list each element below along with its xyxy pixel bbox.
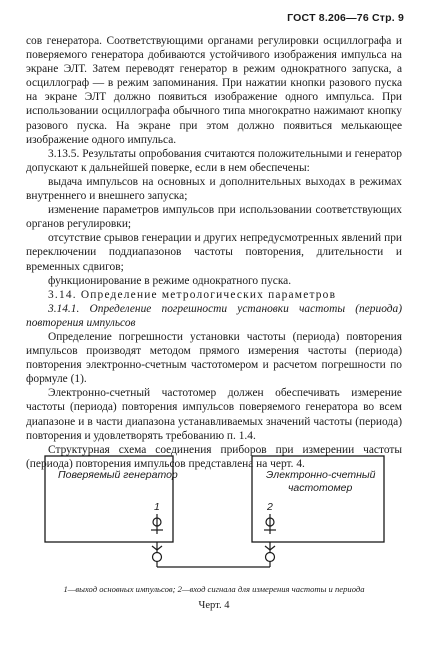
paragraph: сов генератора. Соответствующими органами регулировки осциллографа и поверяемого генератора добиваются устойчивого изображения импульса на экране ЭЛТ. Затем переводят генератор в режим однократного запуска, а осциллограф — в режим запоминания. При нажатии кнопки разового пуска на экране ЭЛТ должно появиться изображение одного импульса. При использовании осциллографа обычного типа многократно нажимают кнопку разового пуска. На экране при этом должно появиться мелькающее изображение одного импульса. [26, 35, 402, 146]
paragraph: Электронно-счетный частотомер должен обеспечивать измерение частоты (периода) повторения импульсов поверяемого генератора во всем диапазоне и в части диапазона устанавливаемых значений частоты (периода) повторения и удовлетворять требованию п. 1.4. [26, 387, 402, 442]
frequency-meter-label-2: частотомер [288, 482, 353, 494]
generator-label: Поверяемый генератор [58, 469, 178, 481]
connector-1-number: 1 [154, 501, 160, 513]
connection-diagram [44, 450, 390, 575]
subsection-heading: 3.14.1. Определение погрешности установки частоты (периода) повторения импульсов [26, 302, 402, 329]
paragraph: 3.13.5. Результаты опробования считаются положительными и генератор допускают к дальнейшей поверке, если в нем обеспечены: [26, 147, 402, 174]
connector-2-number: 2 [267, 501, 273, 513]
paragraph: функционирование в режиме однократного пуска. [48, 274, 292, 287]
paragraph: отсутствие срывов генерации и других непредусмотренных явлений при переключении поддиапазонов частоты повторения, длительности и временных сдвигов; [26, 232, 402, 273]
connector-2-icon [264, 514, 276, 534]
figure-label: Черт. 4 [198, 600, 230, 611]
connector-1-icon [151, 514, 163, 534]
page-header: ГОСТ 8.206—76 Стр. 9 [287, 12, 404, 24]
cable-line [157, 542, 270, 567]
paragraph: изменение параметров импульсов при использовании соответствующих органов регулировки; [26, 204, 402, 231]
figure-caption: 1—выход основных импульсов; 2—вход сигнала для измерения частоты и периода [63, 584, 365, 594]
section-heading: 3.14. Определение метрологических параметров [48, 288, 337, 301]
body-text [26, 34, 402, 471]
frequency-meter-label-1: Электронно-счетный [266, 469, 376, 481]
paragraph: Структурная схема соединения приборов при измерении частоты (периода) повторения импульсов представлена на черт. 4. [26, 443, 402, 470]
paragraph: выдача импульсов на основных и дополнительных выходах в режимах внутреннего и внешнего запуска; [26, 175, 402, 203]
paragraph: Определение погрешности установки частоты (периода) повторения импульсов производят методом прямого измерения частоты (периода) повторения электронно-счетным частотомером и расчетом погрешности по формуле (1). [26, 330, 402, 386]
